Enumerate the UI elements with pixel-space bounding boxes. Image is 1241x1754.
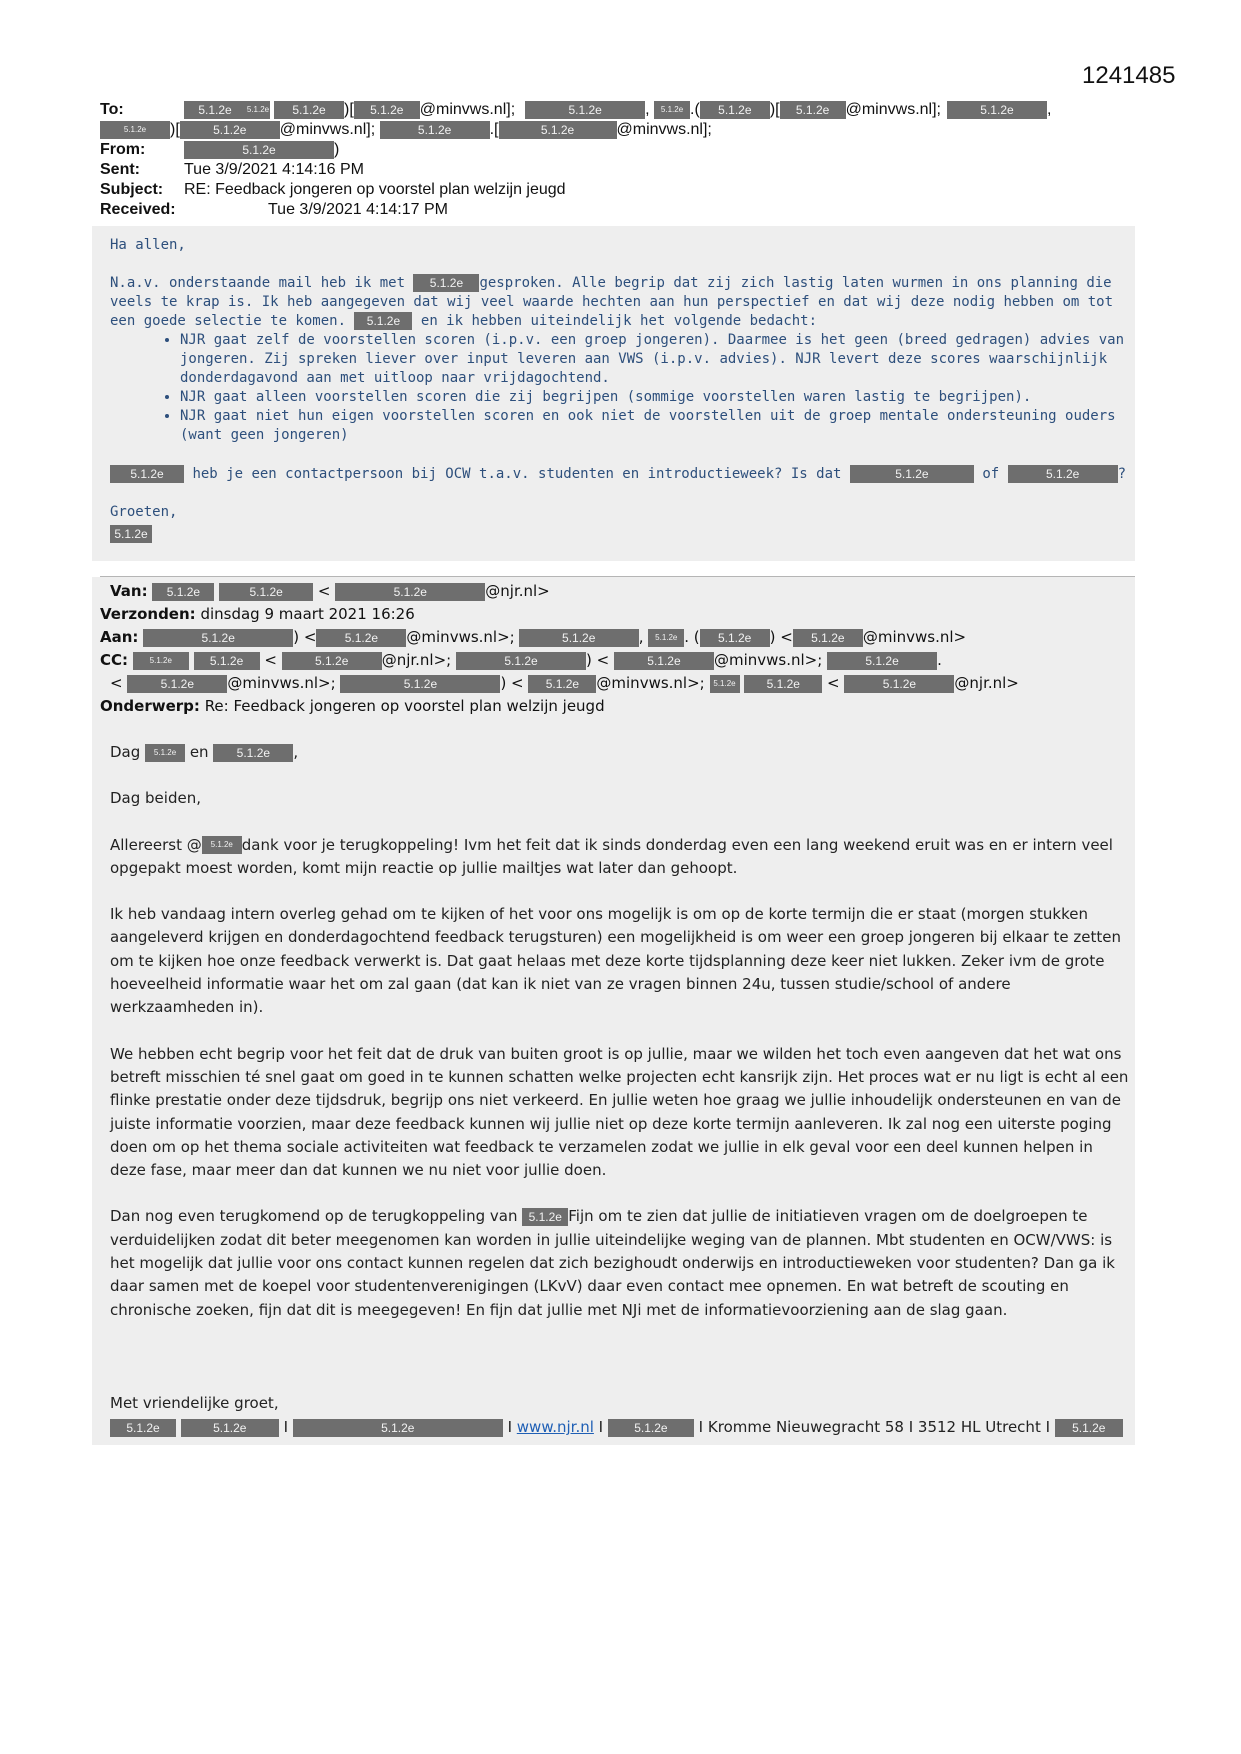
redaction: 5.1.2e — [700, 101, 770, 119]
body-text: Allereerst @ — [110, 835, 202, 854]
redaction: 5.1.2e — [180, 121, 280, 139]
minvws-domain: @minvws.nl>; — [596, 674, 705, 692]
signature-line — [110, 1415, 1140, 1439]
onderwerp-label: Onderwerp: — [100, 697, 200, 715]
list-item: • NJR gaat niet hun eigen voorstellen scoren en ook niet de voorstellen uit de groep mentale ondersteuning ouders (want geen jongeren) — [180, 407, 1130, 445]
redaction: 5.1.2e — [127, 675, 227, 693]
verzonden-row — [100, 603, 1135, 626]
reply-paragraph — [110, 274, 1130, 331]
redaction: 5.1.2e — [133, 652, 189, 670]
body-paragraph — [110, 1205, 1130, 1321]
redaction: 5.1.2e — [525, 101, 645, 119]
reply-text: heb je een contactpersoon bij OCW t.a.v. studenten en introductieweek? Is dat — [192, 466, 842, 482]
redaction: 5.1.2e — [274, 101, 344, 119]
redaction: 5.1.2e — [850, 465, 974, 483]
minvws-domain: @minvws.nl>; — [406, 628, 515, 646]
reply-body — [110, 236, 1130, 544]
redaction: 5.1.2e — [528, 675, 596, 693]
redaction: 5.1.2e — [145, 744, 185, 762]
redaction: 5.1.2e — [744, 675, 822, 693]
body-text: dank voor je terugkoppeling! Ivm het feit dat ik sinds donderdag even een lang weekend eruit was en er intern veel opgepakt moest worden, komt mijn reactie op jullie mailtjes wat later dan gehoopt. — [110, 835, 1113, 877]
redaction: 5.1.2e — [1055, 1419, 1123, 1437]
minvws-domain: @minvws.nl]; — [419, 101, 516, 118]
minvws-domain: @minvws.nl]; — [616, 121, 712, 138]
reply-text: of — [982, 466, 1000, 482]
redaction: 5.1.2e — [700, 629, 770, 647]
redaction: 5.1.2e — [184, 141, 334, 159]
subject-row — [100, 180, 1130, 200]
redaction: 5.1.2e — [413, 274, 479, 292]
redaction: 5.1.2e — [710, 675, 740, 693]
original-message-body — [110, 741, 1130, 1345]
outer-email-header — [100, 100, 1130, 220]
body-text: Dag — [110, 743, 141, 761]
redaction: 5.1.2e — [184, 101, 246, 119]
cc-row: CC: 5.1.2e 5.1.2e < 5.1.2e @njr.nl>; 5.1.2e ) < 5.1.2e @minvws.nl>; 5.1.2e . — [100, 651, 942, 669]
redaction: 5.1.2e — [648, 629, 684, 647]
redaction: 5.1.2e — [456, 652, 586, 670]
redaction: 5.1.2e — [293, 1419, 503, 1437]
separator: I — [698, 1418, 704, 1436]
cc-row-continued: < 5.1.2e @minvws.nl>; 5.1.2e ) < 5.1.2e @minvws.nl>; 5.1.2e 5.1.2e < 5.1.2e @njr.nl> — [110, 674, 1019, 692]
onderwerp-value: Re: Feedback jongeren op voorstel plan welzijn jeugd — [204, 697, 605, 715]
minvws-domain: @minvws.nl> — [862, 628, 967, 646]
to-label: To: — [100, 101, 124, 118]
redaction: 5.1.2e — [1008, 465, 1118, 483]
body-paragraph: We hebben echt begrip voor het feit dat de druk van buiten groot is op jullie, maar we wilden het toch even aangeven dat het wat ons betreft misschien té snel gaat om goed in te kunnen schatten welke projecten echt kansrijk zijn. Het proces wat er nu ligt is echt al een flinke prestatie onder deze tijdsdruk, begrijp ons niet verkeerd. En jullie weten hoe graag we jullie inhoudelijk ondersteunen en van de juiste informatie voorzien, maar deze feedback kunnen wij jullie niet op deze korte termijn aanleveren. Ik zal nog een uiterste poging doen om op het thema sociale activiteiten wat feedback te verzamelen zodat we jullie in elk geval voor een deel kunnen helpen in deze fase, maar meer dan dat kunnen we nu niet voor jullie doen. — [110, 1044, 1129, 1180]
subject-label: Subject: — [100, 181, 164, 198]
body-text: Fijn om te zien dat jullie de initiatieven vragen om de doelgroepen te verduidelijken zodat dit beter meegenomen kan worden in jullie uiteindelijke weging van de plannen. Mbt studenten en OCW/VWS: is het mogelijk dat jullie voor ons contact kunnen regelen dat zich bezighoudt onderwijs en introductieweken voor studenten? Dan ga ik daar samen met de koepel voor studentenverenigingen (LKvV) daar even contact mee opnemen. En wat betreft de scouting en chronische zoeken, fijn dat dit is meegegeven! En fijn dat jullie met NJi met de informatievoorziening aan de slag gaan. — [110, 1207, 1115, 1319]
sent-label: Sent: — [100, 161, 140, 178]
reply-text: en ik hebben uiteindelijk het volgende bedacht: — [420, 313, 818, 329]
reply-text: gesproken. Alle begrip dat zij zich lastig laten wurmen in ons planning die veels te krap is. Ik heb aangegeven dat wij veel waarde hechten aan hun perspectief en dat wij deze nodig hebben om tot een goede selectie te komen. — [110, 275, 1114, 329]
redaction: 5.1.2e — [335, 583, 485, 601]
redaction: 5.1.2e — [143, 629, 293, 647]
redaction: 5.1.2e — [213, 744, 293, 762]
redaction: 5.1.2e — [827, 652, 937, 670]
njr-domain: @njr.nl>; — [381, 651, 452, 669]
redaction: 5.1.2e — [110, 525, 152, 543]
received-label: Received: — [100, 201, 176, 218]
van-label: Van: — [110, 582, 148, 600]
minvws-domain: @minvws.nl]; — [845, 101, 941, 118]
redaction: 5.1.2e — [181, 1419, 279, 1437]
redaction: 5.1.2e — [499, 121, 617, 139]
redaction: 5.1.2e — [654, 101, 690, 119]
salutation-both: Dag beiden, — [110, 789, 201, 808]
reply-text: ? — [1117, 466, 1127, 482]
redaction: 5.1.2e — [282, 652, 382, 670]
redaction: 5.1.2e — [202, 836, 242, 854]
reply-question — [110, 465, 1130, 484]
redaction: 5.1.2e — [219, 583, 313, 601]
redaction: 5.1.2e — [110, 1419, 176, 1437]
closing: Met vriendelijke groet, — [110, 1394, 279, 1412]
redaction: 5.1.2e — [246, 101, 270, 119]
redaction: 5.1.2e — [380, 121, 490, 139]
sent-row — [100, 160, 1130, 180]
body-paragraph: Ik heb vandaag intern overleg gehad om te kijken of het voor ons mogelijk is om op de korte termijn die er staat (morgen stukken aangeleverd krijgen en donderdagochtend feedback terugsturen) een mogelijkheid is om weer een groep jongeren bij elkaar te zetten om te kijken hoe onze feedback verwerkt is. Dat gaat helaas met deze korte tijdsplanning deze keer niet lukken. Zeker ivm de grote hoeveelheid informatie waar het om zal gaan (dat kan ik niet van ze vragen binnen 24u, tussen studie/school of andere werkzaamheden in). — [110, 905, 1121, 1017]
from-label: From: — [100, 141, 146, 158]
reply-text: N.a.v. onderstaande mail heb ik met — [110, 275, 406, 291]
redaction: 5.1.2e — [316, 629, 406, 647]
redaction: 5.1.2e — [522, 1208, 568, 1226]
body-text: en — [189, 743, 209, 761]
received-row — [100, 200, 1130, 220]
separator: I — [598, 1418, 604, 1436]
van-row: Van: 5.1.2e 5.1.2e < 5.1.2e @njr.nl> — [110, 582, 550, 600]
redaction: 5.1.2e — [780, 101, 846, 119]
minvws-domain: @minvws.nl]; — [279, 121, 376, 138]
signature — [110, 1391, 1140, 1439]
reply-greeting: Ha allen, — [110, 237, 186, 253]
minvws-domain: @minvws.nl>; — [227, 674, 336, 692]
redaction: 5.1.2e — [354, 312, 412, 330]
list-item: • NJR gaat zelf de voorstellen scoren (i.p.v. een groep jongeren). Daarmee is het geen (breed gedragen) advies van jongeren. Zij spreken liever over input leveren aan VWS (i.p.v. advies). NJR levert deze scores waarschijnlijk donderdagavond aan met uitloop naar vrijdagochtend. — [180, 331, 1130, 388]
njr-website-link[interactable]: www.njr.nl — [516, 1418, 594, 1436]
cc-label: CC: — [100, 651, 129, 669]
original-email-header — [100, 580, 1135, 718]
redaction: 5.1.2e — [100, 121, 170, 139]
njr-domain: @njr.nl> — [485, 582, 550, 600]
njr-domain: @njr.nl> — [954, 674, 1019, 692]
received-value: Tue 3/9/2021 4:14:17 PM — [268, 201, 448, 218]
separator: I — [507, 1418, 512, 1436]
redaction: 5.1.2e — [110, 465, 184, 483]
reply-signature — [110, 525, 1130, 544]
redaction: 5.1.2e — [947, 101, 1047, 119]
redaction: 5.1.2e — [152, 583, 214, 601]
onderwerp-row — [100, 695, 1135, 718]
subject-value: RE: Feedback jongeren op voorstel plan welzijn jeugd — [184, 181, 566, 198]
redaction: 5.1.2e — [793, 629, 863, 647]
redaction: 5.1.2e — [194, 652, 260, 670]
redaction: 5.1.2e — [340, 675, 500, 693]
sent-value: Tue 3/9/2021 4:14:16 PM — [184, 161, 364, 178]
redaction: 5.1.2e — [519, 629, 639, 647]
redaction: 5.1.2e — [608, 1419, 694, 1437]
salutation: Dag 5.1.2e en 5.1.2e , — [110, 743, 299, 761]
document-number: 1241485 — [1082, 62, 1176, 89]
body-text: Dan nog even terugkomend op de terugkoppeling van — [110, 1207, 518, 1226]
aan-label: Aan: — [100, 628, 139, 646]
to-row-continued: 5.1.2e )[ 5.1.2e @minvws.nl]; 5.1.2e .[ 5.1.2e @minvws.nl]; — [100, 120, 1130, 140]
verzonden-label: Verzonden: — [100, 605, 196, 623]
redaction: 5.1.2e — [844, 675, 954, 693]
separator: I — [283, 1418, 288, 1436]
reply-closing: Groeten, — [110, 504, 178, 520]
body-paragraph — [110, 834, 1130, 881]
reply-bullet-list — [148, 331, 1130, 445]
to-row: To: 5.1.2e 5.1.2e 5.1.2e )[ 5.1.2e @minvws.nl]; 5.1.2e , 5.1.2e .( 5.1.2e )[ 5.1.2e @minvws.nl]; 5.1.2e , — [100, 101, 1052, 118]
from-row: From: 5.1.2e ) — [100, 141, 340, 158]
aan-row: Aan: 5.1.2e ) < 5.1.2e @minvws.nl>; 5.1.2e , 5.1.2e . ( 5.1.2e ) < 5.1.2e @minvws.nl> — [100, 628, 967, 646]
list-item: • NJR gaat alleen voorstellen scoren die zij begrijpen (sommige voorstellen waren lastig te begrijpen). — [180, 388, 1130, 407]
redaction: 5.1.2e — [614, 652, 714, 670]
verzonden-value: dinsdag 9 maart 2021 16:26 — [200, 605, 415, 623]
minvws-domain: @minvws.nl>; — [713, 651, 823, 669]
address: Kromme Nieuwegracht 58 I 3512 HL Utrecht I — [707, 1418, 1051, 1436]
redaction: 5.1.2e — [354, 101, 420, 119]
